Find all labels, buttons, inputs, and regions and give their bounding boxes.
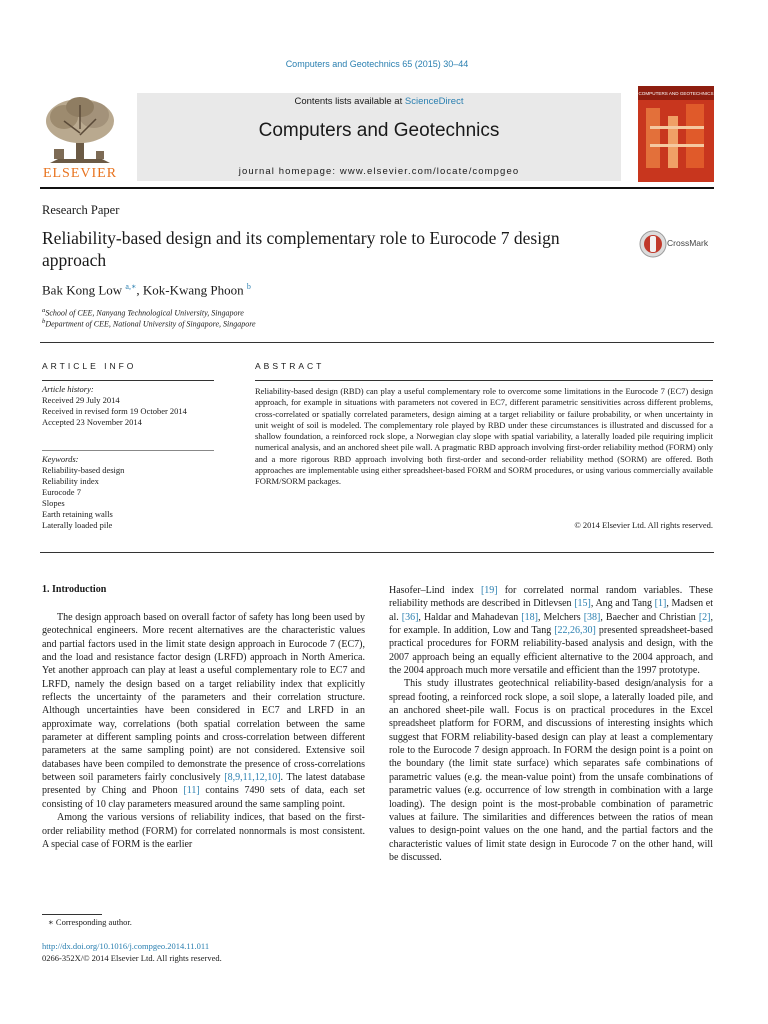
corresponding-author-footnote: ∗ Corresponding author. [48,917,132,927]
affiliation-text: School of CEE, Nanyang Technological University, Singapore [45,308,244,318]
paragraph-text: , Ang and Tang [590,598,655,610]
article-info-label: ARTICLE INFO [42,361,137,371]
journal-name: Computers and Geotechnics [258,120,500,141]
keywords-block [42,454,124,531]
citation-link[interactable]: [15] [574,598,591,610]
citation-link[interactable]: [38] [583,611,601,623]
elsevier-wordmark: ELSEVIER [42,166,118,181]
affiliation [42,318,256,329]
article-history [42,384,187,428]
author-list [42,282,251,298]
section-heading: 1. Introduction [42,584,107,595]
citation-link[interactable]: [1] [654,598,667,610]
history-item: Accepted 23 November 2014 [42,417,142,427]
citation-link[interactable]: [2] [698,611,711,623]
abstract-copyright: © 2014 Elsevier Ltd. All rights reserved. [574,520,713,530]
footnote-rule [42,914,102,915]
article-title: Reliability-based design and its complementary role to Eurocode 7 design approach [42,228,560,270]
paragraph-text: , for example. In addition, Low and Tang [389,611,713,637]
author-affiliation-mark[interactable]: a,∗ [125,282,137,291]
paragraph-text: contains 7490 sets of data, each set consisting of 10 clay parameters measured around the same sampling point. [42,785,365,810]
homepage-url-link[interactable]: www.elsevier.com/locate/compgeo [339,166,520,177]
header-rule [40,187,714,189]
body-paragraph [42,811,365,851]
history-item: Received in revised form 19 October 2014 [42,406,187,416]
paragraph-text: Hasofer–Lind index [389,585,481,596]
citation-link[interactable]: [36] [401,611,419,623]
author-separator: , [136,282,143,298]
journal-citation-link[interactable]: Computers and Geotechnics 65 (2015) 30–44 [285,59,469,69]
paragraph-text: presented spreadsheet-based practical procedures for FORM reliability-based analysis and design, with the 2007 approach being an equally efficient alternative to the 2004 approach, and the 2004 approach much more versatile and efficient than the 1997 prototype. [389,625,713,677]
doi-link[interactable]: http://dx.doi.org/10.1016/j.compgeo.2014.11.011 [42,941,210,951]
keywords-rule [42,450,214,451]
citation-link[interactable]: [18] [521,611,538,623]
journal-homepage [137,166,621,177]
keyword-item: Slopes [42,498,65,508]
contents-prefix: Contents lists available at [294,96,405,107]
paragraph-text: for correlated normal random variables. These reliability methods are described in Ditlevsen [389,585,713,610]
citation-link[interactable]: [8,9,11,12,10] [224,772,281,784]
paragraph-text: Among the various versions of reliability indices, that based on the first-order reliability method (FORM) for correlated nonnormals is most consistent. A special case of FORM is the earlier [42,812,365,850]
author-name: Bak Kong Low [42,282,123,298]
citation-link[interactable]: [11] [183,785,200,797]
info-top-rule [40,342,714,343]
body-column-right [389,584,713,864]
paragraph-text: , Madsen et al. [389,598,713,623]
paragraph-text: This study illustrates geotechnical reliability-based design/analysis for a spread footing, a reinforced rock slope, a soil slope, a laterally loaded pile, and an anchored sheet-pile wall. Focus is on practical procedures in the Excel spreadsheet platform for FORM, and discussions of interesting insights which suggest that FORM reliability-based design can play at least a complementary role to the Eurocode 7 design approach. In FORM the design point is a point on the boundary (the limit state surface) which separates safe combinations of parametric values (e.g. the mean-value point) from the unsafe combinations of parametric values (e.g. occurrence of low strength in combination with a large loading). The design point is the most-probable combination of parametric values at failure. The similarities and differences between the ratios of mean values to design-point values on the one hand, and the partial factors and the characteristic values of limit state design in Eurocode 7 on the other hand, will be discussed. [389,678,713,863]
keyword-item: Reliability-based design [42,465,125,475]
affiliation-mark: b [42,318,46,325]
body-column-left [42,611,365,851]
body-paragraph [389,677,713,864]
keywords-label: Keywords: [42,454,79,464]
abstract-label: ABSTRACT [255,361,325,371]
cover-title: COMPUTERS AND GEOTECHNICS [638,91,714,96]
citation-link[interactable]: [22,26,30] [554,625,596,637]
keyword-item: Laterally loaded pile [42,520,113,530]
keyword-item: Earth retaining walls [42,509,113,519]
paragraph-text: The design approach based on overall factor of safety has long been used by geotechnical engineers. More recent alternatives are the characteristic values and partial factors used in the limit state design approach in Eurocode 7 (EC7), and the load and resistance factor design (LRFD) approach in North America. Yet another approach can play at least a useful complementary role to EC7 and LRFD, namely the design based on a target reliability index that explicitly reflects the uncertainty of the parameters and their correlation structure. Although uncertainties have been considered in EC7 and LRFD in an approximate way, correlations (both spatial correlation between the same parameter at different sampling points and cross-correlation between different parameters at the same sampling point) are not considered. Extensive soil databases have been compiled to demonstrate the presence of cross-correlations between soil parameters fairly conclusively [42,612,365,784]
affiliation-text: Department of CEE, National University of Singapore, Singapore [45,319,256,329]
journal-cover-image [638,86,714,182]
paragraph-text: . The latest database presented by Ching and Phoon [42,772,365,797]
affiliation [42,307,244,318]
article-type: Research Paper [42,203,120,217]
paragraph-text: , Baecher and Christian [600,611,699,623]
crossmark-label[interactable]: CrossMark [667,238,709,248]
article-info-rule [42,380,214,381]
citation-link[interactable]: [19] [480,585,498,596]
homepage-prefix: journal homepage: [238,166,340,177]
crossmark-icon[interactable] [639,230,667,263]
author-affiliation-mark[interactable]: b [246,282,251,291]
history-item: Received 29 July 2014 [42,395,120,405]
history-label: Article history: [42,384,94,394]
abstract-text: Reliability-based design (RBD) can play a useful complementary role to overcome some limitations in the Eurocode 7 (EC7) design approach, for example in situations with parameters not covered in EC7, different parametric sensitivities across different problems, cross-correlated or spatially correlated parameters, design aiming at a target reliability or failure probability, or when uncertainty in unit weight of soil is modeled. The complementary role played by RBD under these circumstances is illustrated and discussed for a shallow foundation, a reinforced rock slope, a Norwegian clay slope with spatial variability, a laterally loaded pile requiring implicit numerical analysis, and an anchored sheet pile wall. A pragmatic RBD approach involving first-order reliability method (FORM) only and a more rigorous RBD approach involving both first-order and second-order reliability method (SORM) are offered. Both approaches are implementable using either spreadsheet-based FORM and SORM procedures, or using various commercially available FORM/SORM packages. [255,386,713,487]
sciencedirect-link[interactable]: ScienceDirect [404,96,464,107]
paragraph-text: , Haldar and Mahadevan [418,611,522,623]
keyword-item: Reliability index [42,476,99,486]
abstract-bottom-rule [40,552,714,553]
author-name: Kok-Kwang Phoon [142,282,244,298]
body-paragraph [42,611,365,811]
issn-copyright: 0266-352X/© 2014 Elsevier Ltd. All rights reserved. [42,953,222,963]
abstract-rule [255,380,713,381]
body-paragraph [389,584,713,677]
contents-line [137,96,621,107]
affiliation-mark: a [42,307,46,314]
paragraph-text: , Melchers [537,611,584,623]
keyword-item: Eurocode 7 [42,487,81,497]
